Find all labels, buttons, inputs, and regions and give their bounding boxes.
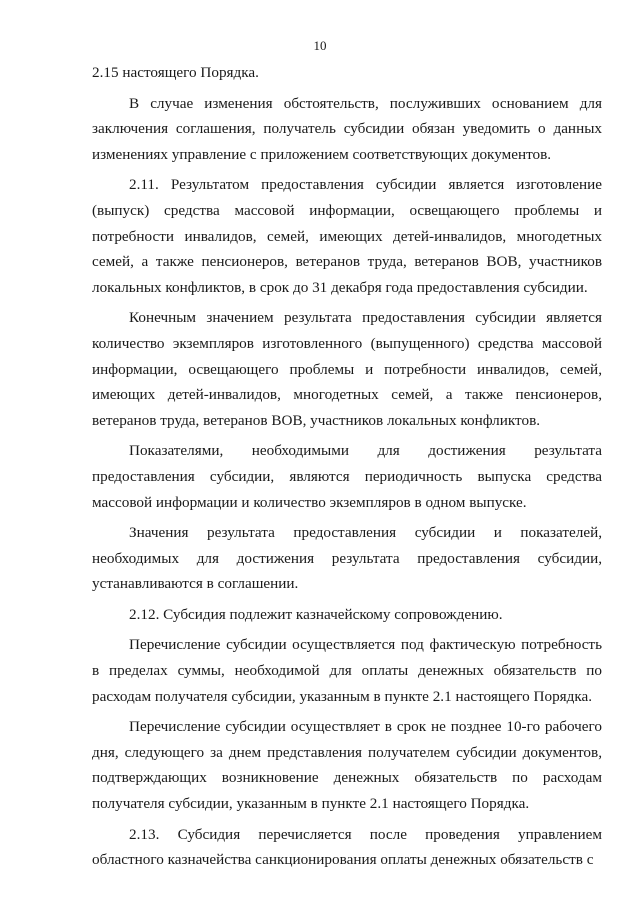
paragraph: Показателями, необходимыми для достижения результата предоставления субсидии, являются периодичность выпуска средства массовой информации и количество экземпляров в одном выпуске. [92, 442, 602, 511]
paragraph: 2.13. Субсидия перечисляется после проведения управлением областного казначейства санкционирования оплаты денежных обязательств с [92, 825, 602, 869]
paragraph: 2.15 настоящего Порядка. [92, 64, 259, 81]
paragraph: 2.11. Результатом предоставления субсидии является изготовление (выпуск) средства массовой информации, освещающего проблемы и потребности инвалидов, семей, имеющих детей-инвалидов, многодетных семей, а также пенсионеров, ветеранов труда, ветеранов ВОВ, участников локальных конфликтов, в срок до 31 декабря года предоставления субсидии. [92, 176, 602, 296]
paragraph: В случае изменения обстоятельств, послуживших основанием для заключения соглашения, получатель субсидии обязан уведомить о данных изменениях управление с приложением соответствующих документов. [92, 94, 602, 163]
paragraph: Перечисление субсидии осуществляет в срок не позднее 10-го рабочего дня, следующего за днем представления получателем субсидии документов, подтверждающих возникновение денежных обязательств по расходам получателя субсидии, указанным в пункте 2.1 настоящего Порядка. [92, 718, 602, 813]
paragraph: Значения результата предоставления субсидии и показателей, необходимых для достижения результата предоставления субсидии, устанавливаются в соглашении. [92, 524, 602, 593]
paragraph: Перечисление субсидии осуществляется под фактическую потребность в пределах суммы, необходимой для оплаты денежных обязательств по расходам получателя субсидии, указанным в пункте 2.1 настоящего Порядка. [92, 636, 602, 705]
document-body [92, 60, 602, 873]
paragraph: 2.12. Субсидия подлежит казначейскому сопровождению. [129, 605, 503, 623]
paragraph: Конечным значением результата предоставления субсидии является количество экземпляров изготовленного (выпущенного) средства массовой информации, освещающего проблемы и потребности инвалидов, семей, имеющих детей-инвалидов, многодетных семей, а также пенсионеров, ветеранов труда, ветеранов ВОВ, участников локальных конфликтов. [92, 309, 602, 429]
page-number: 10 [313, 38, 327, 53]
